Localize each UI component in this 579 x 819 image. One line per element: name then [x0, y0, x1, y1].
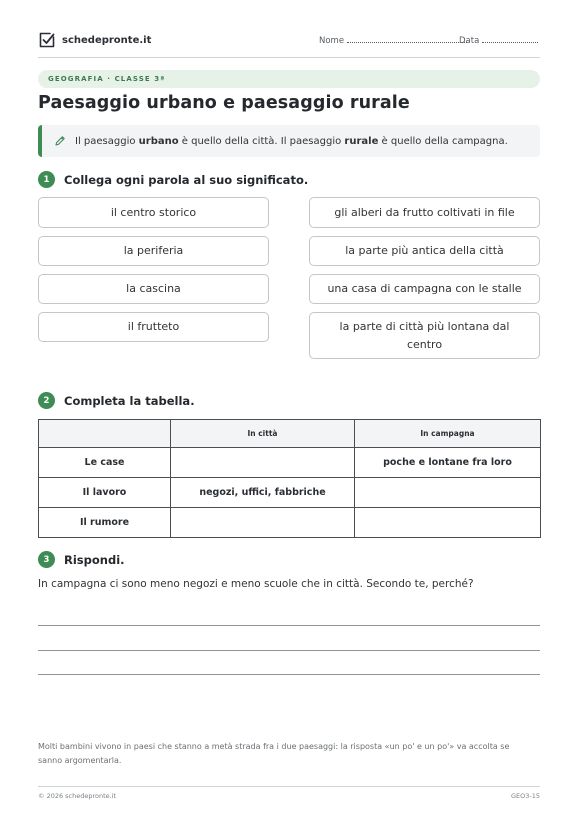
- checkbox-icon: [38, 31, 56, 49]
- section-3-header: [38, 551, 125, 568]
- row-label: Il lavoro: [39, 478, 171, 508]
- column-header-campagna: In campagna: [355, 420, 541, 448]
- teacher-note: Molti bambini vivono in paesi che stanno a metà strada fra i due paesaggi: la risposta «un po' e un po'» va accolta se sanno argomentarla.: [38, 742, 510, 765]
- callout-text: Il paesaggio urbano è quello della città. Il paesaggio rurale è quello della campagna.: [75, 135, 508, 147]
- section-2-title: Completa la tabella.: [64, 393, 195, 408]
- match-meaning-4[interactable]: la parte di città più lontana dal centro: [309, 312, 540, 359]
- answer-line-3[interactable]: [38, 674, 540, 675]
- section-1-number: 1: [38, 171, 55, 188]
- section-1-header: [38, 171, 308, 188]
- match-word-2[interactable]: la periferia: [38, 236, 269, 266]
- section-1-title: Collega ogni parola al suo significato.: [64, 172, 309, 187]
- copyright: © 2026 schedepronte.it: [38, 792, 117, 800]
- comparison-table: [38, 419, 541, 538]
- match-word-1[interactable]: il centro storico: [38, 197, 269, 228]
- page-footer: [38, 786, 540, 800]
- sheet-code: GEO3-15: [510, 792, 540, 800]
- page-title: Paesaggio urbano e paesaggio rurale: [38, 93, 410, 113]
- brand-logo: [38, 31, 151, 49]
- match-word-4[interactable]: il frutteto: [38, 312, 269, 342]
- row-label: Le case: [39, 448, 171, 478]
- column-header: [39, 420, 171, 448]
- brand-name: schedepronte.it: [62, 34, 152, 46]
- answer-line-1[interactable]: [38, 625, 540, 626]
- match-meaning-2[interactable]: la parte più antica della città: [309, 236, 540, 266]
- table-row: [39, 448, 541, 478]
- section-3-number: 3: [38, 551, 55, 568]
- column-header-citta: In città: [171, 420, 355, 448]
- date-field[interactable]: [459, 35, 538, 46]
- keyword-urbano: urbano: [138, 135, 179, 147]
- name-field[interactable]: [319, 35, 467, 46]
- table-cell: negozi, uffici, fabbriche: [171, 478, 355, 508]
- subject-banner: GEOGRAFIA · CLASSE 3ª: [38, 70, 540, 88]
- section-2-number: 2: [38, 392, 55, 409]
- table-cell[interactable]: [171, 448, 355, 478]
- answer-line-2[interactable]: [38, 650, 540, 651]
- match-meaning-1[interactable]: gli alberi da frutto coltivati in file: [309, 197, 540, 228]
- section-2-header: [38, 392, 195, 409]
- table-header-row: [39, 420, 541, 448]
- name-blank[interactable]: [347, 35, 467, 43]
- question-text: In campagna ci sono meno negozi e meno scuole che in città. Secondo te, perché?: [38, 578, 474, 590]
- match-meaning-3[interactable]: una casa di campagna con le stalle: [309, 274, 540, 304]
- table-row: [39, 478, 541, 508]
- table-cell[interactable]: [355, 508, 541, 538]
- row-label: Il rumore: [39, 508, 171, 538]
- pencil-icon: [54, 135, 66, 147]
- table-row: [39, 508, 541, 538]
- name-label: Nome: [319, 36, 345, 46]
- page-header: [38, 28, 540, 58]
- table-cell: poche e lontane fra loro: [355, 448, 541, 478]
- date-blank[interactable]: [482, 35, 538, 43]
- definition-callout: [38, 125, 540, 157]
- table-cell[interactable]: [171, 508, 355, 538]
- date-label: Data: [459, 36, 480, 46]
- keyword-rurale: rurale: [344, 135, 379, 147]
- match-word-3[interactable]: la cascina: [38, 274, 269, 304]
- section-3-title: Rispondi.: [64, 552, 125, 567]
- table-cell[interactable]: [355, 478, 541, 508]
